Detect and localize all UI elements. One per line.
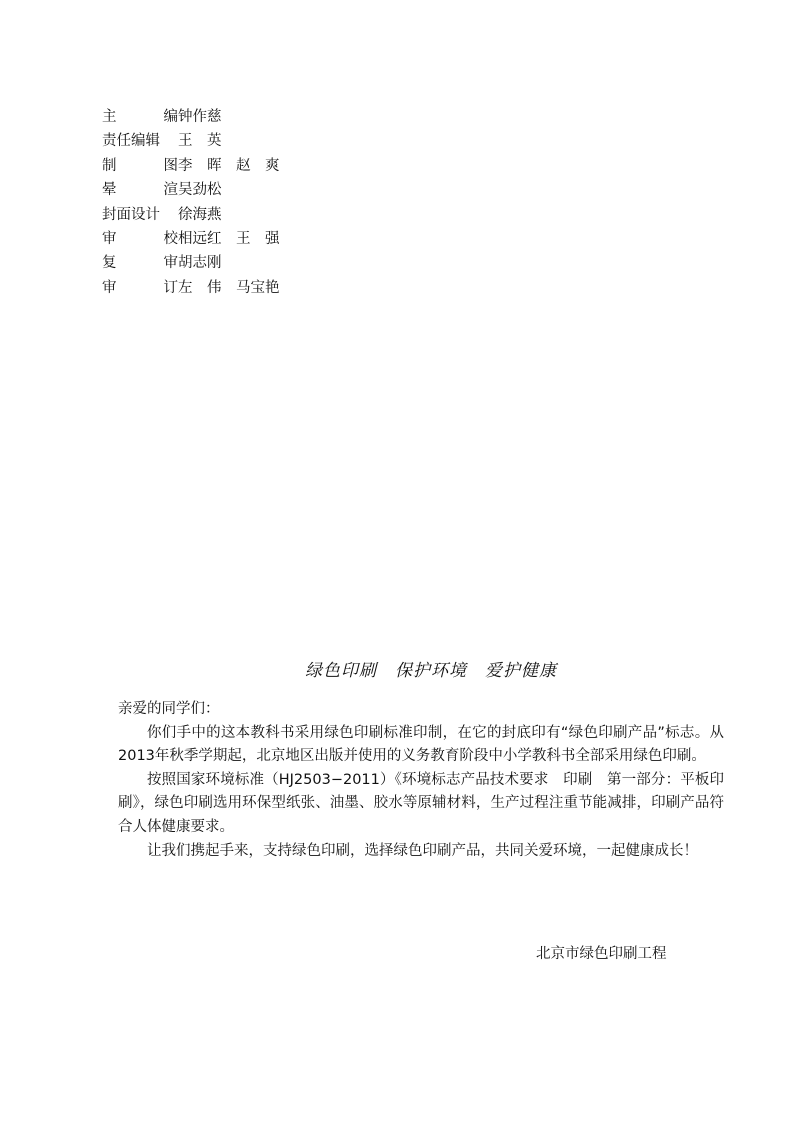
credit-role: 审 校 xyxy=(102,230,178,247)
credit-names: 左 伟 马宝艳 xyxy=(178,279,280,296)
green-printing-notice xyxy=(118,656,724,863)
credit-role: 复 审 xyxy=(102,255,178,272)
credit-role: 封面设计 xyxy=(102,206,160,223)
credit-names: 相远红 王 强 xyxy=(178,230,280,247)
credit-row-chief-editor xyxy=(102,105,422,129)
credit-names: 李 晖 赵 爽 xyxy=(178,157,280,174)
credit-row-review xyxy=(102,251,422,275)
credit-row-cover-design xyxy=(102,203,422,227)
notice-paragraph: 你们手中的这本教科书采用绿色印刷标准印制，在它的封底印有“绿色印刷产品”标志。从2013年秋季学期起，北京地区出版并使用的义务教育阶段中小学教科书全部采用绿色印刷。 xyxy=(118,724,724,765)
notice-paragraph: 让我们携起手来，支持绿色印刷，选择绿色印刷产品，共同关爱环境，一起健康成长！ xyxy=(147,842,698,859)
notice-signature: 北京市绿色印刷工程 xyxy=(536,946,667,962)
credit-row-shading xyxy=(102,178,422,202)
credit-names: 胡志刚 xyxy=(178,255,222,272)
credits-list xyxy=(102,105,422,300)
credit-names: 吴劲松 xyxy=(178,182,222,199)
notice-paragraph: 按照国家环境标准（HJ2503−2011）《环境标志产品技术要求 印刷 第一部分：平板印刷》，绿色印刷选用环保型纸张、油墨、胶水等原辅材料，生产过程注重节能减排，印刷产品符合人体健康要求。 xyxy=(118,771,724,835)
credit-row-final-review xyxy=(102,276,422,300)
notice-body xyxy=(118,698,724,863)
notice-greeting: 亲爱的同学们： xyxy=(118,701,220,717)
credit-row-cartography xyxy=(102,154,422,178)
credit-role: 审 订 xyxy=(102,279,178,296)
credit-names: 钟作慈 xyxy=(178,109,222,125)
credit-role: 晕 渲 xyxy=(102,182,178,199)
credit-role: 责任编辑 xyxy=(102,133,160,150)
credit-row-proofreading xyxy=(102,227,422,251)
credit-names: 徐海燕 xyxy=(178,206,222,223)
credit-names: 王 英 xyxy=(178,133,222,150)
notice-title: 绿色印刷 保护环境 爱护健康 xyxy=(305,661,557,681)
credit-role: 主 编 xyxy=(102,109,178,125)
credit-role: 制 图 xyxy=(102,157,178,174)
credit-row-responsible-editor xyxy=(102,129,422,153)
